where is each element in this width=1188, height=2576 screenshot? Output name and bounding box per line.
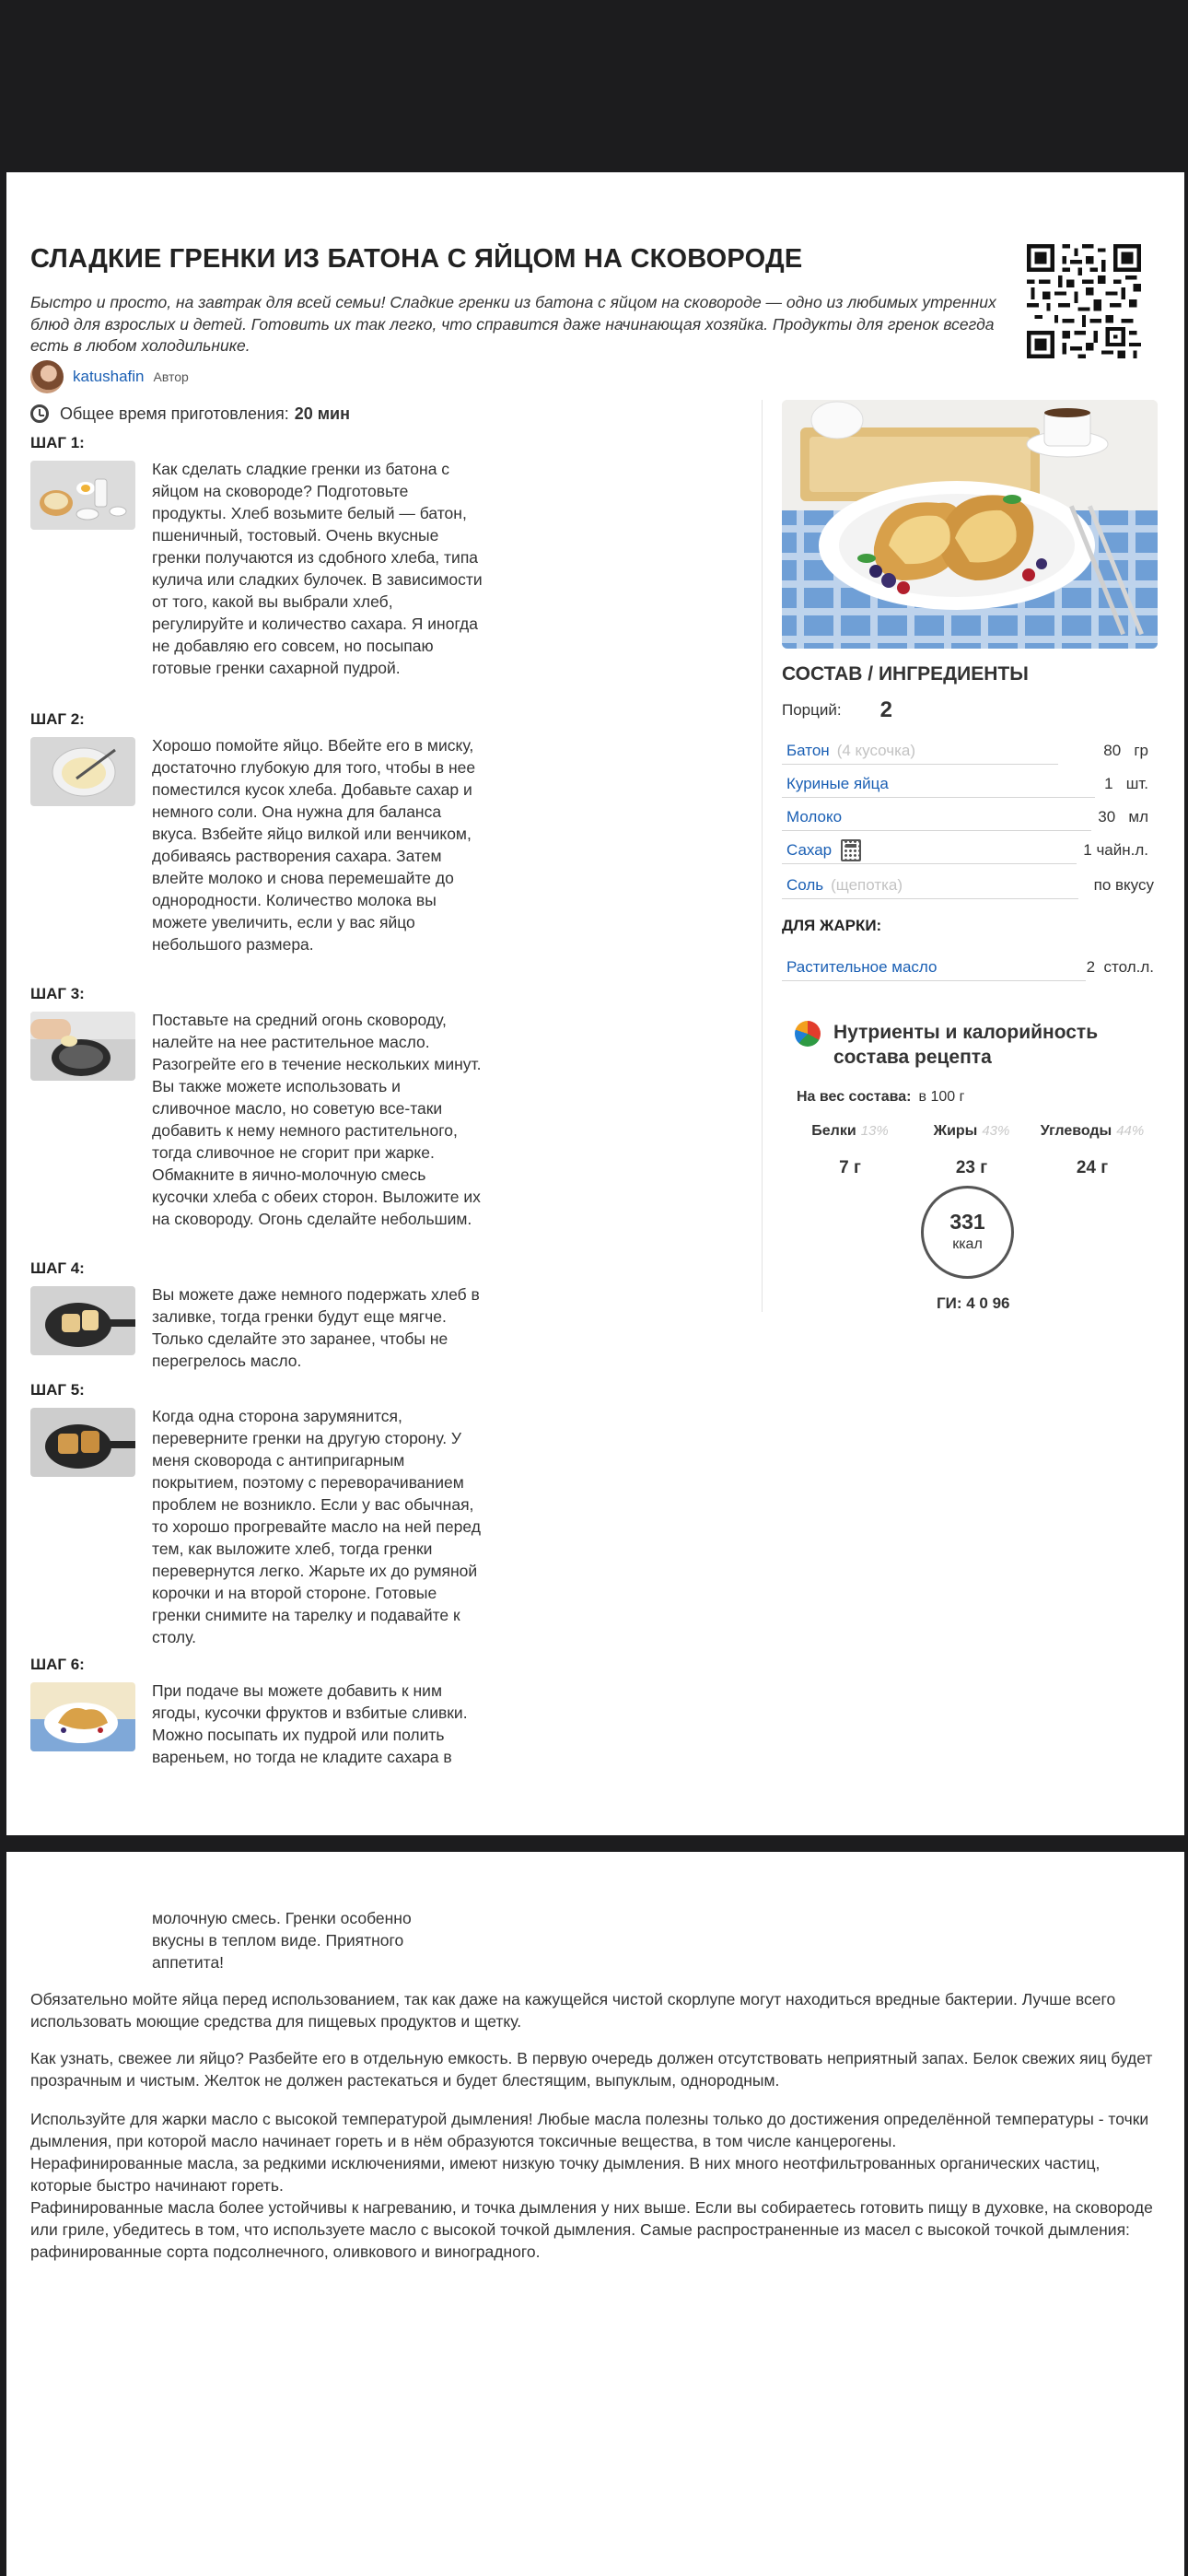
author-role: Автор xyxy=(153,369,189,384)
step-4-text: Вы можете даже немного подержать хлеб в заливке, тогда гренки будут еще мягче. Только сделайте это заранее, чтобы не перегрелось масло. xyxy=(152,1285,480,1370)
ingredients-title: СОСТАВ / ИНГРЕДИЕНТЫ xyxy=(782,663,1029,685)
step-2-heading: ШАГ 2: xyxy=(30,710,85,728)
tip-paragraph: Как узнать, свежее ли яйцо? Разбейте его в отдельную емкость. В первую очередь должен отсутствовать неприятный запах. Белок свежих яиц будет прозрачным и чистым. Желток не должен растекаться и будет блестящим, выпуклым, однородным. xyxy=(30,2049,1153,2090)
ingredient-link[interactable]: Сахар xyxy=(786,841,833,859)
ingredient-amount: 80 гр xyxy=(1103,742,1148,759)
step-5-heading: ШАГ 5: xyxy=(30,1381,85,1399)
ingredient-underline xyxy=(782,898,1078,899)
ingredient-row xyxy=(782,802,1156,833)
clock-icon xyxy=(30,404,49,423)
time-label: Общее время приготовления: xyxy=(60,404,289,423)
ingredient-amount: 1 чайн.л. xyxy=(1083,841,1148,859)
nutrients-weight xyxy=(797,1089,964,1106)
ingredient-row xyxy=(782,952,1156,983)
portions-value[interactable]: 2 xyxy=(879,697,892,722)
ingredient-link[interactable]: Куриные яйца xyxy=(786,775,889,792)
ingredient-link[interactable]: Батон xyxy=(786,742,830,759)
column-divider xyxy=(762,400,763,1312)
ingredient-amount: по вкусу xyxy=(1093,876,1154,894)
ingredient-row xyxy=(782,835,1156,866)
step-1-heading: ШАГ 1: xyxy=(30,434,85,451)
kcal-value: 331 xyxy=(949,1210,985,1234)
step-6-text: При подаче вы можете добавить к ним ягоды, кусочки фруктов и взбитые сливки. Можно посыпать их пудрой или полить вареньем, но тогда не кладите сахара в xyxy=(152,1681,468,1766)
portions xyxy=(782,697,892,723)
ingredient-underline xyxy=(782,863,1077,864)
ingredient-underline xyxy=(782,797,1095,798)
macro-protein: Белки 13% 7 г xyxy=(811,1123,889,1177)
step-5-text: Когда одна сторона зарумянится, переверните гренки на другую сторону. У меня сковорода с антипригарным покрытием, поэтому с переворачиванием проблем не возникло. Если у вас обычная, то хорошо прогревайте масло на ней перед тем, как выложите хлеб, тогда гренки перевернутся легко. Жарьте их до румяной корочки и на второй стороне. Готовые гренки снимите на тарелку и подавайте к столу. xyxy=(152,1407,481,1646)
recipe-page xyxy=(6,172,1184,1835)
pie-chart-icon xyxy=(795,1021,821,1047)
kcal-badge xyxy=(921,1186,1014,1279)
ingredient-underline xyxy=(782,980,1086,981)
step-4-photo[interactable] xyxy=(30,1286,135,1355)
glycemic-index: ГИ: 4 0 96 xyxy=(937,1294,1010,1312)
ingredient-amount: 2 стол.л. xyxy=(1086,958,1154,976)
ingredient-row xyxy=(782,768,1156,800)
frying-title: ДЛЯ ЖАРКИ: xyxy=(782,917,882,934)
ingredient-link[interactable]: Соль xyxy=(786,876,824,894)
recipe-title: СЛАДКИЕ ГРЕНКИ ИЗ БАТОНА С ЯЙЦОМ НА СКОВОРОДЕ xyxy=(30,244,803,274)
step-1-text: Как сделать сладкие гренки из батона с яйцом на сковороде? Подготовьте продукты. Хлеб возьмите белый — батон, пшеничный, тостовый. Очень вкусные гренки получаются из сдобного хлеба, типа кулича или сладких булочек. В зависимости от того, какой вы выбрали хлеб, регулируйте и количество сахара. Я иногда не добавляю его совсем, но посыпаю готовые гренки сахарной пудрой. xyxy=(152,460,483,677)
step-6-text-continued: молочную смесь. Гренки особенно вкусны в теплом виде. Приятного аппетита! xyxy=(152,1909,412,1972)
ingredient-underline xyxy=(782,764,1058,765)
step-2-photo[interactable] xyxy=(30,737,135,806)
calculator-icon[interactable] xyxy=(841,839,861,861)
weight-value: в 100 г xyxy=(918,1089,965,1105)
qr-code-icon xyxy=(1027,244,1141,358)
step-3-heading: ШАГ 3: xyxy=(30,985,85,1002)
ingredient-row xyxy=(782,870,1156,901)
recipe-page-continued xyxy=(6,1852,1184,2576)
tip-paragraph: Обязательно мойте яйца перед использованием, так как даже на кажущейся чистой скорлупе могут находиться вредные бактерии. Лучше всего использовать моющие средства для пищевых продуктов и щетку. xyxy=(30,1990,1116,2031)
avatar[interactable] xyxy=(30,360,64,393)
author-link[interactable]: katushafin xyxy=(73,368,145,385)
author-info xyxy=(30,360,189,393)
step-4-heading: ШАГ 4: xyxy=(30,1259,85,1277)
portions-label: Порций: xyxy=(782,701,842,719)
step-3-text: Поставьте на средний огонь сковороду, налейте на нее растительное масло. Разогрейте его в течение нескольких минут. Вы также можете использовать и сливочное масло, но советую все-таки добавить к нему немного растительного, тогда сливочное не сгорит при жарке. Обмакните в яично-молочную смесь кусочки хлеба с обеих сторон. Выложите их на сковороду. Огонь сделайте небольшим. xyxy=(152,1011,482,1228)
ingredient-link[interactable]: Молоко xyxy=(786,808,843,825)
step-1-photo[interactable] xyxy=(30,461,135,530)
macro-carbs: Углеводы 44% 24 г xyxy=(1040,1123,1145,1177)
ingredient-row xyxy=(782,735,1156,767)
time-value: 20 мин xyxy=(294,404,350,423)
kcal-unit: ккал xyxy=(952,1236,983,1252)
recipe-main-photo[interactable] xyxy=(782,400,1158,649)
ingredient-amount: 1 шт. xyxy=(1104,775,1148,792)
weight-label: На вес состава: xyxy=(797,1089,912,1105)
step-6-photo[interactable] xyxy=(30,1682,135,1751)
ingredient-note: (щепотка) xyxy=(831,876,903,894)
ingredient-link[interactable]: Растительное масло xyxy=(786,958,938,976)
macro-fat: Жиры 43% 23 г xyxy=(933,1123,1010,1177)
ingredient-note: (4 кусочка) xyxy=(836,742,916,759)
step-3-photo[interactable] xyxy=(30,1012,135,1081)
step-6-heading: ШАГ 6: xyxy=(30,1656,85,1673)
tip-paragraph: Нерафинированные масла, за редкими исключениями, имеют низкую точку дымления. В них много неотфильтрованных органических частиц, которые быстро начинают гореть. xyxy=(30,2154,1101,2195)
nutrients-title: Нутриенты и калорийность состава рецепта xyxy=(833,1022,1099,1068)
nutrients-header xyxy=(795,1020,1137,1070)
tip-paragraph: Используйте для жарки масло с высокой температурой дымления! Любые масла полезны только до достижения определённой температуры - точки дымления, при которой масло начинает гореть и в нём образуются токсичные вещества, в том числе канцерогены. xyxy=(30,2110,1149,2150)
step-2-text: Хорошо помойте яйцо. Вбейте его в миску, достаточно глубокую для того, чтобы в нее поместился кусок хлеба. Добавьте сахар и немного соли. Она нужна для баланса вкуса. Взбейте яйцо вилкой или венчиком, добиваясь растворения сахара. Затем влейте молоко и снова перемешайте до однородности. Количество молока вы можете увеличить, если у вас яйцо небольшого размера. xyxy=(152,736,476,954)
cooking-time xyxy=(30,400,350,427)
step-5-photo[interactable] xyxy=(30,1408,135,1477)
ingredient-underline xyxy=(782,830,1091,831)
recipe-intro: Быстро и просто, на завтрак для всей семьи! Сладкие гренки из батона с яйцом на сковороде — одно из любимых утренних блюд для взрослых и детей. Готовить их так легко, что справится даже начинающая хозяйка. Продукты для гренок всегда есть в любом холодильнике. xyxy=(30,293,996,355)
tip-paragraph: Рафинированные масла более устойчивы к нагреванию, и точка дымления у них выше. Если вы собираетесь готовить пищу в духовке, на сковороде или гриле, убедитесь в том, что используете масло с высокой точкой дымления. Самые распространенные из масел с высокой точкой дымления: рафинированные сорта подсолнечного, оливкового и виноградного. xyxy=(30,2198,1153,2261)
ingredient-amount: 30 мл xyxy=(1098,808,1148,825)
